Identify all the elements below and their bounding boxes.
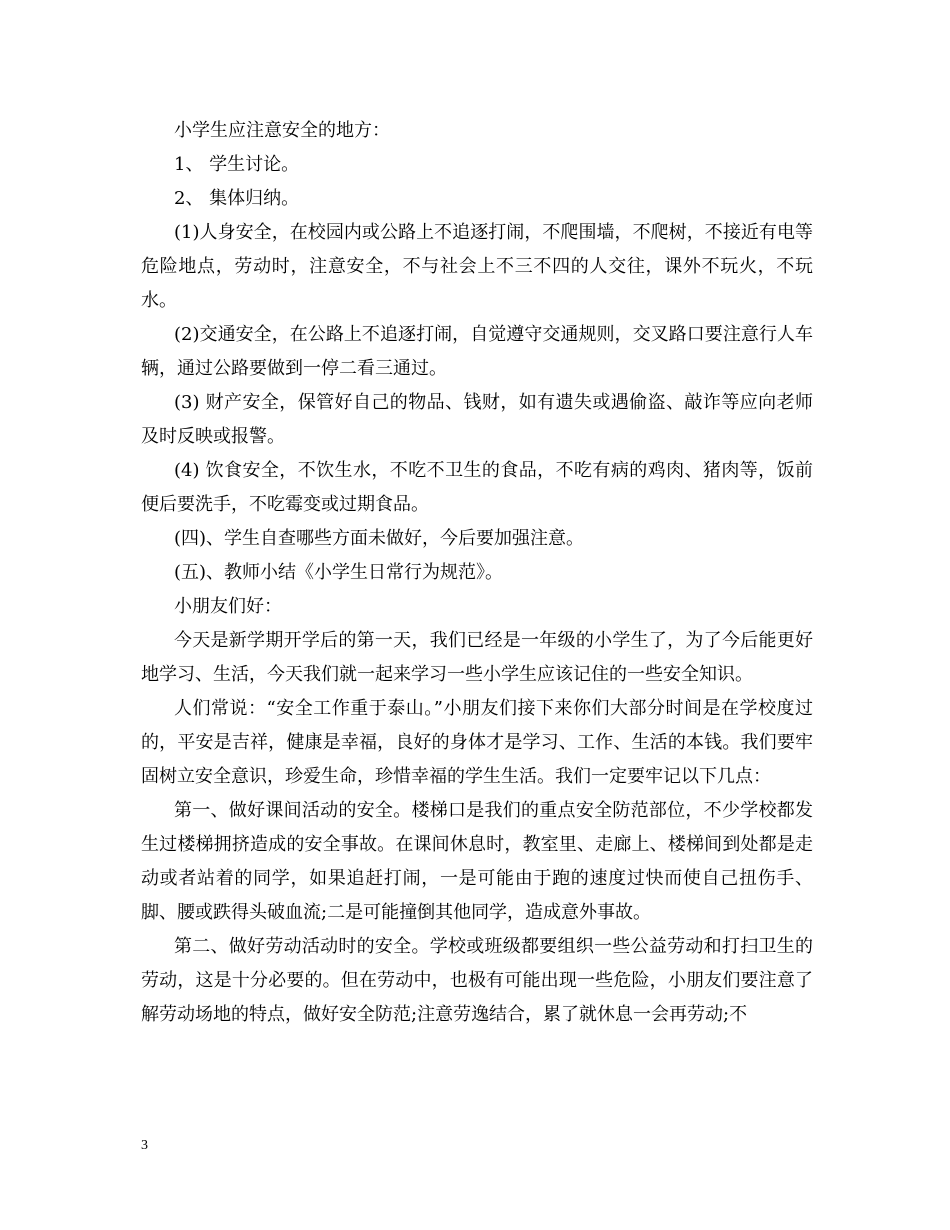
paragraph: (1)人身安全，在校园内或公路上不追逐打闹，不爬围墙，不爬树，不接近有电等危险地点，劳动时，注意安全，不与社会上不三不四的人交往，课外不玩火，不玩水。 xyxy=(141,222,813,311)
paragraph: (3) 财产安全，保管好自己的物品、钱财，如有遗失或遇偷盗、敲诈等应向老师及时反映或报警。 xyxy=(141,392,813,447)
paragraph: (四)、学生自查哪些方面未做好，今后要加强注意。 xyxy=(174,528,585,549)
paragraph: 1、 学生讨论。 xyxy=(174,154,300,175)
paragraph: 小朋友们好： xyxy=(174,596,282,617)
paragraph: 小学生应注意安全的地方： xyxy=(174,120,390,141)
paragraph: 人们常说：“安全工作重于泰山。”小朋友们接下来你们大部分时间是在学校度过的，平安是吉祥，健康是幸福，良好的身体才是学习、工作、生活的本钱。我们要牢固树立安全意识，珍爱生命，珍惜幸福的学生生活。我们一定要牢记以下几点： xyxy=(141,698,813,787)
paragraph: 第一、做好课间活动的安全。楼梯口是我们的重点安全防范部位，不少学校都发生过楼梯拥挤造成的安全事故。在课间休息时，教室里、走廊上、楼梯间到处都是走动或者站着的同学，如果追赶打闹，一是可能由于跑的速度过快而使自己扭伤手、脚、腰或跌得头破血流;二是可能撞倒其他同学，造成意外事故。 xyxy=(141,800,813,923)
paragraph: 第二、做好劳动活动时的安全。学校或班级都要组织一些公益劳动和打扫卫生的劳动，这是十分必要的。但在劳动中，也极有可能出现一些危险，小朋友们要注意了解劳动场地的特点，做好安全防范;注意劳逸结合，累了就休息一会再劳动;不 xyxy=(141,936,813,1025)
paragraph: (4) 饮食安全，不饮生水，不吃不卫生的食品，不吃有病的鸡肉、猪肉等，饭前便后要洗手，不吃霉变或过期食品。 xyxy=(141,460,813,515)
paragraph: (2)交通安全，在公路上不追逐打闹，自觉遵守交通规则，交叉路口要注意行人车辆，通过公路要做到一停二看三通过。 xyxy=(141,324,813,379)
document-body xyxy=(141,114,813,1032)
paragraph: 今天是新学期开学后的第一天，我们已经是一年级的小学生了，为了今后能更好地学习、生活，今天我们就一起来学习一些小学生应该记住的一些安全知识。 xyxy=(141,630,813,685)
paragraph: 2、 集体归纳。 xyxy=(174,188,300,209)
paragraph: (五)、教师小结《小学生日常行为规范》。 xyxy=(174,562,504,583)
page-number: 3 xyxy=(141,1138,148,1153)
